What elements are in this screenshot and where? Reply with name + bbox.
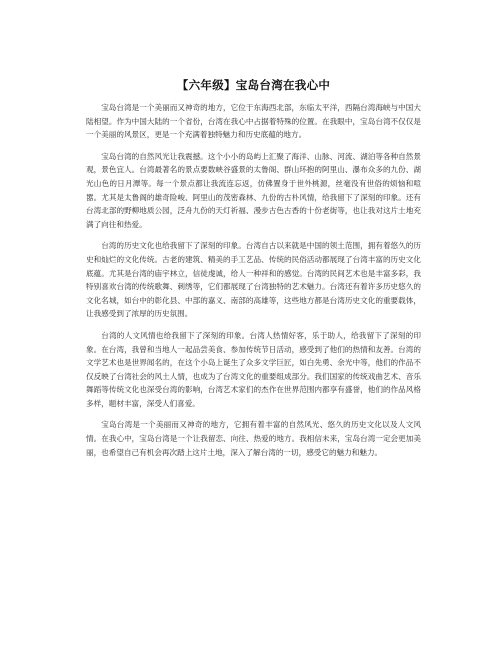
paragraph-nature: 宝岛台湾的自然风光让我震撼。这个小小的岛屿上汇聚了海洋、山脉、河流、湖泊等各种自然景观，景色宜人。台湾最著名的景点要数峡谷盛景的太鲁阁、群山环抱的阿里山、瀑布众多的九份、湖光山色的日月潭等。每一个景点都让我流连忘返，仿佛置身于世外桃源，丝毫没有世俗的烦恼和喧嚣。尤其是太鲁阁的雄奇险峻、阿里山的茂密森林、九份的古朴风情，给我留下了深刻的印象。还有台湾北部的野柳地质公园，泛舟九份的天灯祈福、漫步古色古香的十份老街等，也让我对这片土地充满了向往和热爱。 [86, 151, 421, 229]
document-title: 【六年级】宝岛台湾在我心中 [176, 78, 331, 92]
document-page [86, 78, 421, 467]
paragraph-history: 台湾的历史文化也给我留下了深刻的印象。台湾自古以来就是中国的领土范围，拥有着悠久的历史和灿烂的文化传统。古老的建筑、精美的手工艺品、传统的民俗活动都展现了台湾丰富的历史文化底蕴。尤其是台湾的庙宇林立，信徒虔诚，给人一种祥和的感觉。台湾的民间艺术也是丰富多彩，我特别喜欢台湾的传统歌舞、刺绣等，它们都展现了台湾独特的艺术魅力。台湾还有着许多历史悠久的文化名城，如台中的彰化县、中部的嘉义、南部的高雄等，这些地方都是台湾历史文化的重要载体，让我感受到了浓厚的历史氛围。 [86, 241, 421, 319]
paragraph-culture: 台湾的人文风情也给我留下了深刻的印象。台湾人热情好客，乐于助人，给我留下了深刻的印象。在台湾，我曾和当地人一起品尝美食、参加传统节日活动，感受到了他们的热情和友善。台湾的文学艺术也是世界闻名的，在这个小岛上诞生了众多文学巨匠，如白先勇、余光中等，他们的作品不仅反映了台湾社会的风土人情，也成为了台湾文化的重要组成部分。我们国家的传统戏曲艺术、音乐舞蹈等传统文化也深受台湾的影响，台湾艺术家们的杰作在世界范围内都享有盛誉，他们的作品风格多样，题材丰富，深受人们喜爱。 [86, 330, 421, 408]
paragraph-intro: 宝岛台湾是一个美丽而又神奇的地方，它位于东海西北部，东临太平洋，西隔台湾海峡与中国大陆相望。作为中国大陆的一个省份，台湾在我心中占据着特殊的位置。在我眼中，宝岛台湾不仅仅是一个美丽的风景区，更是一个充满着独特魅力和历史底蕴的地方。 [86, 103, 421, 140]
paragraph-conclusion: 宝岛台湾是一个美丽而又神奇的地方，它拥有着丰富的自然风光、悠久的历史文化以及人文风情。在我心中，宝岛台湾是一个让我留恋、向往、热爱的地方。我相信未来，宝岛台湾一定会更加美丽，也希望自己有机会再次踏上这片土地，深入了解台湾的一切，感受它的魅力和魅力。 [86, 420, 421, 457]
